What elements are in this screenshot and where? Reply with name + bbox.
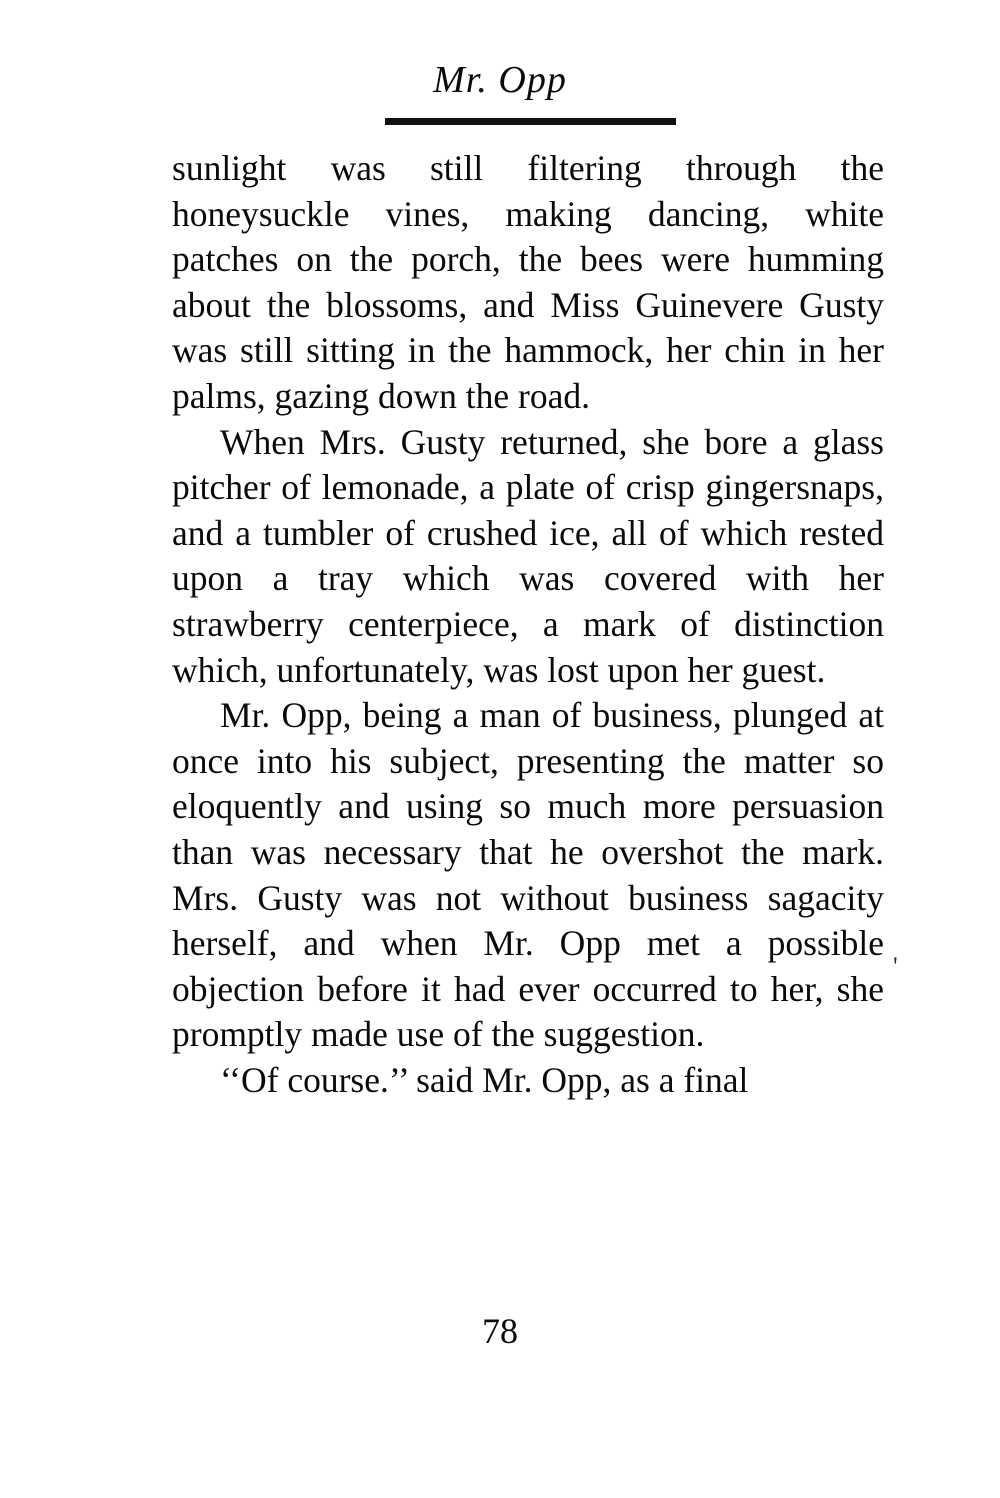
page-number: 78 [482,1311,518,1351]
header-rule [385,118,676,125]
page-body-text [172,146,884,1103]
stray-ink-mark: ' [893,952,898,981]
paragraph: When Mrs. Gusty returned, she bore a glass pitcher of lemonade, a plate of crisp gingersnaps, and a tumbler of crushed ice, all of which rested upon a tray which was covered with her strawberry centerpiece, a mark of distinction which, unfortunately, was lost upon her guest. [172,421,884,690]
paragraph: ‘‘Of course.’’ said Mr. Opp, as a final [220,1059,749,1100]
paragraph: Mr. Opp, being a man of business, plunged at once into his subject, presenting the matter so eloquently and using so much more persuasion than was necessary that he overshot the mark. Mrs. Gusty was not without business sagacity herself, and when Mr. Opp met a possible objection before it had ever occurred to her, she promptly made use of the suggestion. [172,695,884,1055]
paragraph: sunlight was still filtering through the honeysuckle vines, making dancing, white patches on the porch, the bees were humming about the blossoms, and Miss Guinevere Gusty was still sitting in the hammock, her chin in her palms, gazing down the road. [172,148,884,416]
running-head-title: Mr. Opp [433,59,567,101]
